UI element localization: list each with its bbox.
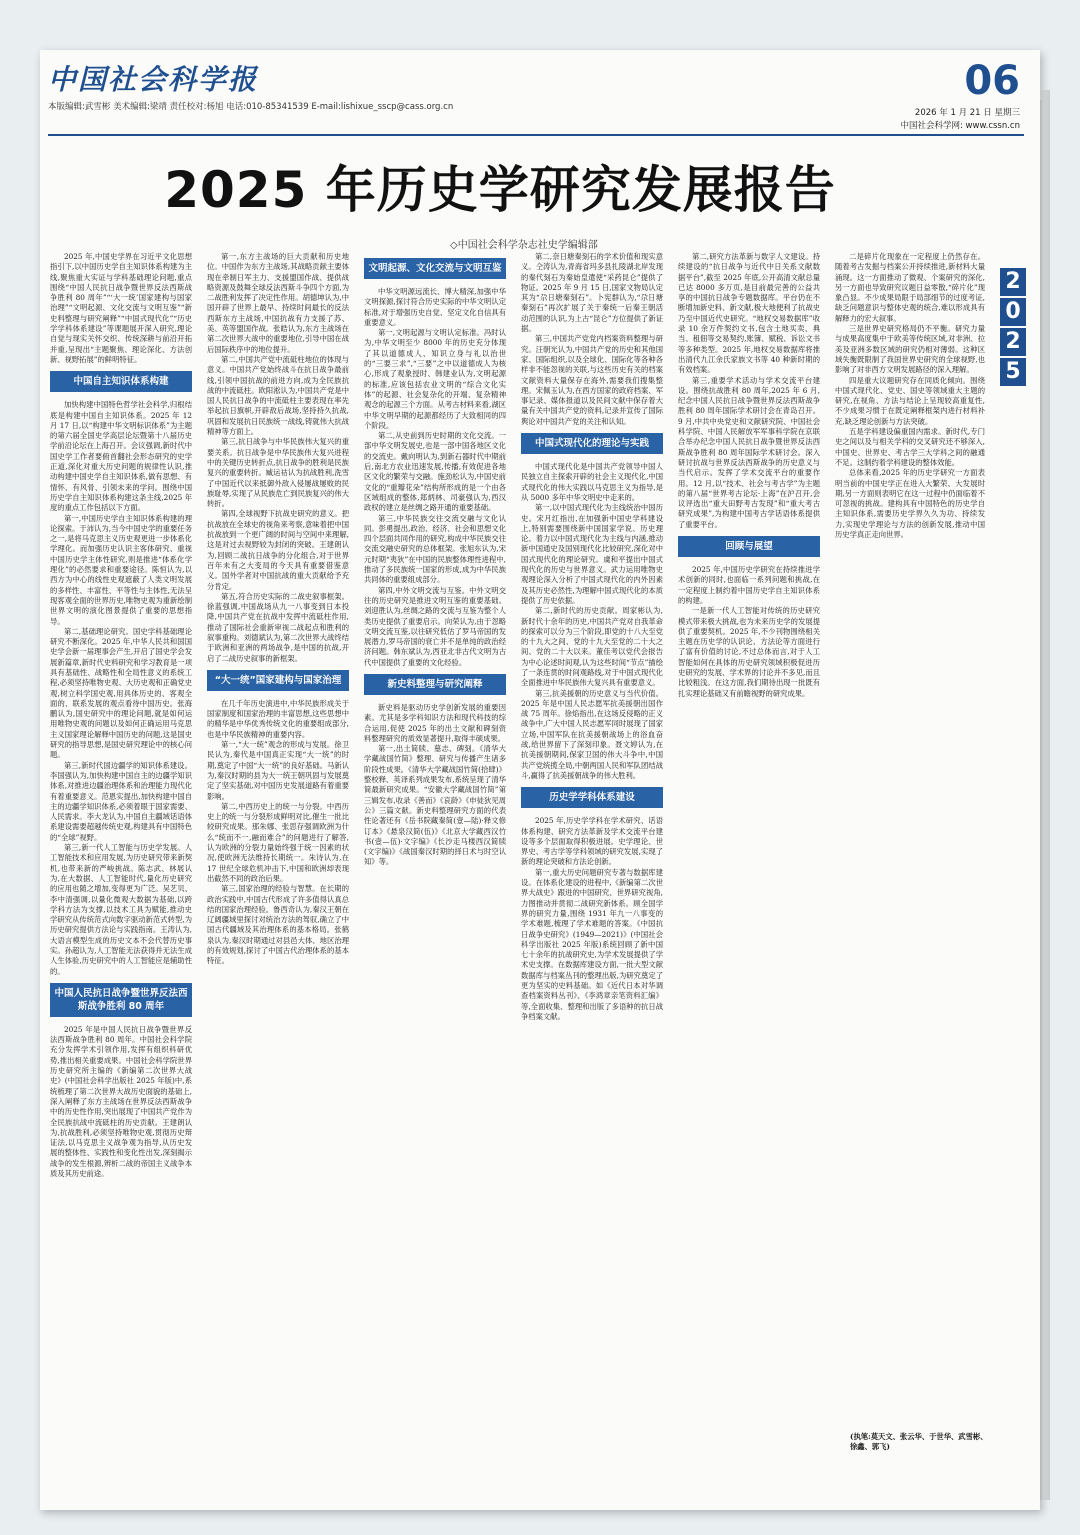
author-signoff: (执笔:莫天文、张云华、于世华、武雪彬、徐鑫、郭飞) bbox=[850, 1432, 988, 1452]
section-heading: 中国式现代化的理论与实践 bbox=[521, 433, 663, 454]
year-digit-box: 2 bbox=[1000, 328, 1026, 356]
body-paragraph: 第三,中国共产党党内档案资料整理与研究。汪朝光认为,中国共产党的历史和其他国家、国际组织,以及全球化、国际化等各种各样非不能忽视的关联,与这些历史有关的档案文献资料大量保存在海外,需要我们搜集整理。宋佩玉认为,在西方国家的政府档案、军事记录、媒体报道以及民间文献中保存着大量有关中国共产党的资料,记录并宣传了国际舆论对中国共产党的关注和认知。 bbox=[521, 334, 663, 426]
body-paragraph: 第二,新时代的历史贡献。周家彬认为,新时代十余年的历史,中国共产党对自我革命的探索可以分为三个阶段,即党的十八大至党的十九大之间、党的十九大至党的二十大之间、党的二十大以来。董佳考以党代会报告为中心论述时间观,认为这些时间“节点”描绘了一条连贯的时间观路线,对于中国式现代化全面推进中华民族伟大复兴具有重要意义。 bbox=[521, 606, 663, 688]
article-title: 2025 年历史学研究发展报告 bbox=[164, 161, 836, 219]
section-heading: 中国人民抗日战争暨世界反法西斯战争胜利 80 周年 bbox=[50, 983, 192, 1017]
article-column-6 bbox=[835, 252, 985, 1427]
page-number: 06 bbox=[964, 58, 1020, 104]
body-paragraph: 第二,基础理论研究。国史学科基础理论研究不断深化。2025 年,中华人民共和国国史学会新一届理事会产生,开启了国史学会发展新篇章,新时代史料研究和学习教育是一项具有基础性、战略性和全局性意义的系统工程,必须坚持唯物史观、大历史观和正确党史观,树立科学国史观,用具体历史的、客观全面的、联系发展的观点看待中国历史。张海鹏认为,国史研究中的理论问题,就是如何运用唯物史观的问题以及如何正确运用马克思主义国家理论解释中国历史的问题,这是国史研究的指导思想,是国史研究理论中的核心问题。 bbox=[50, 626, 192, 760]
body-paragraph: 第一,出土简牍、墓志、碑刻。《清华大学藏战国竹简》整理、研究与传播产生诸多阶段性成果。《清华大学藏战国竹简(拾肆)》整校释、英译系列成果发布,系统呈现了清华简最新研究成果。“安徽大学藏战国竹简”第三辑发布,收录《善而》《哀龄》《申徒狄见周公》三篇文献。新史料整理研究方面的代表性论著还有《岳书院藏秦简(壹—陆)·释文修订本》《悬泉汉简(伍)》《北京大学藏西汉竹书(壹—伍)·文字编》《长沙走马楼西汉简牍(文字编)》《战国秦汉时期的择日术与时空认知》等。 bbox=[364, 744, 506, 867]
body-paragraph: 第二,奈日塘秦刻石的学术价值和现实意义。仝涛认为,青海省玛多县扎陵湖北岸发现的秦代刻石为秦始皇遣使“采药昆仑”提供了物证。2025 年 9 月 15 日,国家文物局认定其为“尕日塘秦刻石”。卜宪群认为,“尕日塘秦刻石”再次扩展了关于秦统一后秦王朝活动范围的认识,为上古“昆仑”方位提供了新证据。 bbox=[521, 252, 663, 334]
body-paragraph: 第一,以中国式现代化为主线统治中国历史。宋月红指出,在加强新中国史学科建设上,特别需要围绕新中国国家学说、历史理论、着力以中国式现代化为主线与内涵,推动新中国通史及国别现代化比较研究,深化对中国式现代化的理论研究。虞和平提出中国式现代化的历史与世界意义。武力运用唯物史观理论深入分析了中国式现代化的内外因素及其历史必然性,为理解中国式现代化的本质提供了历史依据。 bbox=[521, 503, 663, 605]
body-paragraph: 第四,中外文明交流与互鉴。中外文明交往的历史研究是推进文明互鉴的重要基础。刘迎胜认为,丝绸之路的交流与互鉴为整个人类历史提供了重要启示。向荣认为,由于忽略文明交流互鉴,以往研究低估了罗马帝国的发展潜力,罗马帝国的衰亡并不是单纯的政治经济问题。韩东斌认为,西亚北非古代文明为古代中国提供了重要的文化经验。 bbox=[364, 585, 506, 667]
body-paragraph: 第四,全球视野下抗战史研究的意义。把抗战放在全球史的视角来考察,意味着把中国抗战放到一个更广阔的时间与空间中来理解,这是对过去视野较为封闭的突破。王建朗认为,回顾二战抗日战争的分化组合,对于世界百年未有之大变局的今天具有重要借鉴意义。国外学者对中国抗战的重大贡献给予充分肯定。 bbox=[207, 509, 349, 591]
body-paragraph: 第五,符合历史实际的二战史叙事框架。徐蓝强调,中国战场从九一八事变到日本投降,中国共产党在抗战中发挥中流砥柱作用,推动了国际社会重新审视二战起点和胜利的叙事重构。刘德斌认为,第二次世界大战终结于欧洲和亚洲的两场战争,是中国的抗战,开启了二战历史叙事的新框架。 bbox=[207, 591, 349, 663]
article-column-2 bbox=[207, 252, 349, 1452]
body-paragraph: 第一,“大一统”观念的形成与发展。徐卫民认为,秦代是中国真正实现“大一统”的时期,奠定了中国“大一统”的良好基础。马新认为,秦汉时期的县为大一统王朝巩固与发展奠定了坚实基础,对中国历史发展道路有着重要影响。 bbox=[207, 740, 349, 801]
masthead-rule bbox=[48, 134, 1024, 136]
body-paragraph: 第二,从史前到历史时期的文化交流。一部中华文明发展史,也是一部中国各地区文化的交流史。戴向明认为,到新石器时代中期前后,南北方农业迅速发展,传播,有效促进各地区文化的繁荣与交融。施劲松认为,中国史前文化的“重瓣花朵”结构所形成的是一个由各区域组成的整体,郑炳林、司豪强认为,西汉政权的建立是丝绸之路开通的重要基础。 bbox=[364, 431, 506, 513]
section-heading: “大一统”国家建构与国家治理 bbox=[207, 670, 349, 691]
body-paragraph: 2025 年,中国历史学研究在持续推进学术创新的同时,也面临一系列问题和挑战,在一定程度上制约着中国历史学自主知识体系的构建。 bbox=[678, 565, 820, 605]
body-paragraph: 第一,重大历史问题研究专著与数据库建设。在体系化建设的进程中,《新编第二次世界大战史》跟进的中国研究、世界研究视角,力图推动并贯彻二战研究新体系。顾全国学界的研究力量,围绕 1931 年九一八事变的学术难题,梳理了学术难题的答案。《中国抗日战争史研究》(1949—2021)》(中国社会科学出版社 2025 年版)系统回顾了新中国七十余年的抗战研究史,为学术发展提供了学术史支撑。在数据库建设方面,一批大型文献数据库与档案丛刊的整理出版,为研究奠定了更为坚实的史料基础。如《近代日本对华调查档案资料丛刊》、《李鸿章亲笔资料汇编》等,全面收集、整理和出版了多语种的抗日战争档案文献。 bbox=[521, 867, 663, 1021]
body-paragraph: 第二,中西历史上的统一与分裂。中西历史上的统一与分裂形成鲜明对比,催生一批比较研究成果。那朱娜、张思存强调欧洲为什么“统而不一,融而难合”的问题进行了解答,认为欧洲的分裂力量始终强于统一因素的状况,使欧洲无法维持长期统一。朱诗认为,在 17 世纪全球危机冲击下,中国和欧洲却表现出截然不同的政治后果。 bbox=[207, 801, 349, 883]
section-heading: 回顾与展望 bbox=[678, 536, 820, 557]
body-paragraph: 第三,国家治理的经验与智慧。在长期的政治实践中,中国古代形成了许多值得认真总结的国家治理经验。鲁西奇认为,秦汉王朝在辽阔疆域里探讨对统治方法的驾驭,确立了中国古代疆域及其治理体系的基本格局。张鹤泉认为,秦汉时期通过对县邑大体、地区治理的有效规划,探讨了中国古代治理体系的基本特征。 bbox=[207, 884, 349, 966]
section-heading: 中国自主知识体系构建 bbox=[50, 371, 192, 392]
masthead-logo: 中国社会科学报 bbox=[48, 63, 259, 96]
body-paragraph: 第三,抗日战争与中华民族伟大复兴的重要关系。抗日战争是中华民族伟大复兴进程中的关键历史转折点,抗日战争的胜利是民族复兴的重要转折。臧运祜认为抗战胜利,洗雪了中国近代以来抵御外敌入侵屡战屡败的民族耻辱,实现了从民族危亡到民族复兴的伟大转折。 bbox=[207, 437, 349, 509]
year-digit-box: 2 bbox=[1000, 268, 1026, 296]
article-column-3 bbox=[364, 252, 506, 1452]
body-paragraph: 中华文明源远流长、博大精深,加强中华文明探源,探讨符合历史实际的中华文明认定标准,对于增强历史自觉、坚定文化自信具有重要意义。 bbox=[364, 287, 506, 327]
body-paragraph: 第三,新时代国边疆学的知识体系建设。李国强认为,加快构建中国自主的边疆学知识体系,对推进边疆治理体系和治理能力现代化有着重要意义。范恩实提出,加快构建中国自主的边疆学知识体系,必须着眼于国家需要、人民需求。李大龙认为,中国自主疆域话语体系建设需要超越传统史观,构建具有中国特色的“全球”视野。 bbox=[50, 760, 192, 842]
body-paragraph: 第三,重要学术活动与学术交流平台建设。围绕抗战胜利 80 周年,2025 年 6 月,纪念中国人民抗日战争暨世界反法西斯战争胜利 80 周年国际学术研讨会在青岛召开。9 月,中共中央党史和文献研究院、中国社会科学院、中国人民解放军军事科学院在京联合举办纪念中国人民抗日战争暨世界反法西斯战争胜利 80 周年国际学术研讨会。深入研讨抗战与世界反法西斯战争的历史意义与当代启示。发挥了学术交流平台的重要作用。12 月,以“技术、社会与考古学”为主题的第八届“世界考古论坛·上海”在沪召开,会议评选出“重大田野考古发现”和“重大考古研究成果”,为构建中国考古学话语体系提供了重要平台。 bbox=[678, 375, 820, 529]
year-digit-box: 5 bbox=[1000, 358, 1026, 386]
issue-date: 2026 年 1 月 21 日 星期三 bbox=[914, 108, 1020, 118]
year-digit-box: 0 bbox=[1000, 298, 1026, 326]
body-paragraph: 三是世界史研究格局仍不平衡。研究力量与成果高度集中于欧美等传统区域,对非洲、拉美及亚洲多数区域的研究仍相对薄弱。这种区域失衡既限制了我国世界史研究的全球视野,也影响了对非西方文明发展路径的深入理解。 bbox=[835, 324, 985, 375]
body-paragraph: 加快构建中国特色哲学社会科学,归根结底是构建中国自主知识体系。2025 年 12 月 17 日,以“构建中华文明标识体系”为主题的第六届全国史学高层论坛暨第十八届历史学前沿论坛在上海召开。会议强调,新时代中国史学工作者要俯首翻社会形态研究的史学正道,深化对重大历史问题的规律性认识,推动构建中国史学自主知识体系,做有思想、有情怀、有风骨、引领未来的学问。围绕中国历史学自主知识体系构建这条主线,2025 年度的重点工作包括以下方面。 bbox=[50, 400, 192, 513]
body-paragraph: 第二,中国共产党中流砥柱地位的体现与意义。中国共产党始终战斗在抗日战争最前线,引领中国抗战的前进方向,成为全民族抗战的中流砥柱。欧阳淞认为,中国共产党是中国人民抗日战争的中流砥柱主要表现在率先举起抗日旗帜,开辟敌后战场,坚持持久抗战,巩固和发展抗日民族统一战线,铸就伟大抗战精神等方面上。 bbox=[207, 354, 349, 437]
section-heading: 历史学学科体系建设 bbox=[521, 787, 663, 808]
body-paragraph: 2025 年,历史学学科在学术研究、话语体系构建、研究方法革新及学术交流平台建设等多个层面取得积极进展。史学理论、世界史、考古学等学科领域的研究发展,实现了新的理论突破和方法论创新。 bbox=[521, 816, 663, 867]
body-paragraph: 第一,东方主战场的巨大贡献和历史地位。中国作为东方主战场,其战略贡献主要体现在牵制日军主力、支援盟国作战、提供战略资源及鼓舞全球反法西斯斗争四个方面,为二战胜利发挥了决定性作用。胡德坤认为,中国开辟了世界上最早、持续时间最长的反法西斯东方主战场,中国抗战有力支援了苏、美、英等盟国作战。张皓认为,东方主战场在第二次世界大战中的重要地位,引导中国在战后国际秩序中的地位提升。 bbox=[207, 252, 349, 354]
body-paragraph: 一是新一代人工智能对传统的历史研究模式带来极大挑战,也为未来历史学的发展提供了重要契机。2025 年,不少刊物围绕相关主题在历史学的认识论、方法论等方面进行了富有价值的讨论,不过总体而言,对于人工智能如何在具体的历史研究领域积极促进历史研究的发展、学术界的讨论并不多见,而且比较粗浅。在这方面,我们期待出现一批既有扎实理论基础又有前瞻视野的研究成果。 bbox=[678, 606, 820, 698]
intro-paragraph: 2025 年,中国史学界在习近平文化思想指引下,以中国历史学自主知识体系构建为主线,聚焦重大实证与学科基础理论问题,重点围绕“中国人民抗日战争暨世界反法西斯战争胜利 80 周年”“‘大一统’国家建构与国家治理”“文明起源、文化交流与文明互鉴”“新史料整理与研究阐释”“中国式现代化”“历史学学科体系建设”等课题展开深入研究,理论自觉与现实关怀交织、传统深耕与前沿开拓并重,呈现出“主题聚焦、理论深化、方法创新、视野拓展”的鲜明特征。 bbox=[50, 252, 192, 364]
body-paragraph: 四是重大议题研究存在同质化倾向。围绕中国式现代化、党史、国史等领域重大主题的研究,在视角、方法与结论上呈现较高重复性,不少成果习惯于在既定阐释框架内进行材料补充,缺乏理论创新与方法突破。 bbox=[835, 375, 985, 426]
article-byline: ◇中国社会科学杂志社史学编辑部 bbox=[450, 240, 598, 251]
body-paragraph: 第三,新一代人工智能与历史学发展。人工智能技术和应用发展,为历史研究带来新契机,也带来新的严峻挑战。陈志武、林展认为,在大数据、人工智能时代,量化历史研究的应用也随之增加,变得更为广泛。吴艺贝、李中清强调,以量化微观大数据为基础,以跨学科方法为支撑,以技术工具为赋能,推动史学研究从传统范式向数字驱动新范式转型,为历史研究提供方法论与实践指南。王涛认为,大语言模型生成的历史文本不会代替历史事实。孙超认为,人工智能无法获得并无法生成人生体验,历史研究中的人工智能应是辅助性的。 bbox=[50, 843, 192, 976]
body-paragraph: 中国式现代化是中国共产党领导中国人民独立自主探索开辟的社会主义现代化,中国式现代化的伟大实践以马克思主义为指导,是从 5000 多年中华文明史中走来的。 bbox=[521, 462, 663, 502]
body-paragraph: 第一,文明起源与文明认定标准。冯时认为,中华文明至少 8000 年的历史充分体现了其以道德成人、知识立身与礼以治世的“三要三求”,“三要”之中以道德成人为核心,形成了观象授时、韩建业认为,文明起源的标准,应该包括农业文明的“综合文化实体”的起源、社会复杂化的开端、复杂精神观念的起源三个方面。从考古材料来看,湖区中华文明早期的起源都经历了大致相同的四个阶段。 bbox=[364, 328, 506, 430]
body-paragraph: 二是碎片化现象在一定程度上仍然存在。随着考古发掘与档案公开持续推进,新材料大量涌现。这一方面推动了微观、个案研究的深化,另一方面也导致研究议题日益零散,“碎片化”现象凸显。不少成果局限于局部细节的过度考证,缺乏问题意识与整体史观的统合,难以形成具有解释力的宏大叙事。 bbox=[835, 252, 985, 323]
body-paragraph: 第一,中国历史学自主知识体系构建的理论探索。于沛认为,当今中国史学的重要任务之一,是将马克思主义历史观更进一步体系化学理化。而加强历史认识主客体研究、重视中国历史学主体性研究,则是推进“体系化学理化”的必然要求和重要途径。陈恒认为,以西方为中心的线性史观遮蔽了人类文明发展的多样性、丰富性、平等性与主体性,无法呈现客观全面的世界历史,唯物史观为重新绘制世界文明的演化图景提供了重要的思想指导。 bbox=[50, 513, 192, 626]
article-column-5 bbox=[678, 252, 820, 1452]
section-heading: 新史料整理与研究阐释 bbox=[364, 674, 506, 695]
article-column-4 bbox=[521, 252, 663, 1452]
masthead-editorial-info: 本版编辑:武雪彬 美术编辑:梁靖 责任校对:杨旭 电话:010-85341539 E-mail:lishixue_sscp@cass.org.cn bbox=[48, 102, 454, 112]
body-paragraph: 五是学科建设偏重国内需求。新时代,专门史之间以及与相关学科的交叉研究还不够深入,中国史、世界史、考古学三大学科之间的融通不足。这制约着学科建设的整体效能。 bbox=[835, 427, 985, 467]
body-paragraph: 在几千年历史演进中,中华民族形成关于国家制度和国家治理的丰富思想,这些思想中的精华是中华优秀传统文化的重要组成部分,也是中华民族精神的重要内容。 bbox=[207, 698, 349, 739]
body-paragraph: 新史料是驱动历史学创新发展的重要因素。尤其是多学科知识方法和现代科技的综合运用,促使 2025 年的出土文献和碑刻资料整理研究的质效显著提升,取得丰硕成果。 bbox=[364, 702, 506, 743]
section-heading: 文明起源、文化交流与文明互鉴 bbox=[364, 258, 506, 279]
body-paragraph: 2025 年是中国人民抗日战争暨世界反法西斯战争胜利 80 周年。中国社会科学院充分发挥学术引领作用,发挥有组织科研优势,推出相关重要成果。中国社会科学院世界历史研究所主编的《新编第二次世界大战史》(中国社会科学出版社 2025 年版)中,系统梳理了第二次世界大战历史面貌的基础上,深入阐释了东方主战场在世界反法西斯战争中的历史性作用,突出展现了中国共产党作为全民族抗战中流砥柱的历史贡献。王建朗认为,抗战胜利,必须坚持唯物史观,贯彻历史辩证法,以马克思主义战争观为指导,从历史发展的整体性、实践性和变化性出发,深刻揭示战争的发生根源,辨析二战的帝国主义战争本质及其历史前途。 bbox=[50, 1024, 192, 1179]
article-column-1 bbox=[50, 252, 192, 1452]
website-line: 中国社会科学网: www.cssn.cn bbox=[900, 121, 1020, 131]
body-paragraph: 第二,研究方法革新与数字人文建设。持续建设的“抗日战争与近代中日关系文献数据平台”,截至 2025 年底,公开高清文献总量已达 8000 多万页,是目前最完善的公益共享的中国抗日战争专题数据库。平台仍在不断增加新史料、新文献,极大地便利了抗战史乃至中国近代史研究。“地权交易数据库”收录 10 余万件契约文书,包含土地买卖、典当、租佃等交易契约,账簿、赋税、诉讼文书等多种类型。2025 年,地权交易数据库将推出清代九江余氏家族文书等 40 种新时期的有效档案。 bbox=[678, 252, 820, 375]
body-paragraph: 总体来看,2025 年的历史学研究一方面表明当前的中国史学正在进入大繁荣、大发展时期,另一方面则表明它在这一过程中仍面临着不可忽视的挑战。建构具有中国特色的历史学自主知识体系,需要历史学界久久为功、持续发力,实现史学理论与方法的创新发展,推动中国历史学真正走向世界。 bbox=[835, 468, 985, 540]
body-paragraph: 第三,抗美援朝的历史意义与当代价值。2025 年是中国人民志愿军抗美援朝出国作战 75 周年。徐焰指出,在这场反侵略的正义战争中,广大中国人民志愿军同时展现了国家立场,中国军队在抗美援朝战场上的浴血奋战,给世界留下了深刻印象。聂文婷认为,在抗美援朝期间,保家卫国的伟大斗争中,中国共产党统揽全局,中朝两国人民和军队团结战斗,赢得了抗美援朝战争的伟大胜利。 bbox=[521, 688, 663, 780]
body-paragraph: 第三,中华民族交往交流交融与文化认同。彭勇提出,政治、经济、社会和思想文化四个层面共同作用的研究,构成中华民族交往交流交融史研究的总体框架。张旭东认为,宋元时期“夷狄”在中国的民族整体理性进程中,推动了多民族统一国家的形成,成为中华民族共同体的重要组成部分。 bbox=[364, 513, 506, 585]
